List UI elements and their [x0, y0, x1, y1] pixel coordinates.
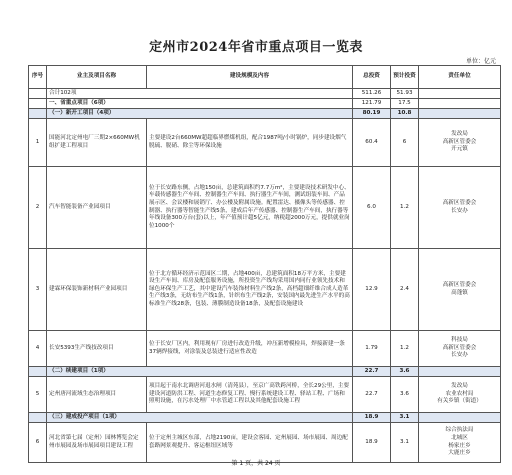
page-footer: 第 1 页，共 24 页: [231, 460, 281, 467]
subsection-plan: 3.6: [391, 367, 419, 377]
row-seq: 2: [29, 167, 47, 249]
total-plan: 51.93: [391, 89, 419, 99]
table-row: [29, 377, 501, 413]
row-total: 1.79: [353, 331, 391, 367]
header-row: [29, 66, 501, 89]
row-total: 6.0: [353, 167, 391, 249]
header-name: 业主及项目名称: [47, 66, 147, 89]
row-name: 长安5393生产线技改项目: [47, 331, 147, 367]
section-total: 121.79: [353, 99, 391, 109]
section-label: 一、省重点项目（6项）: [47, 99, 353, 109]
row-name: 建霖环保装饰新材料产业园项目: [47, 249, 147, 331]
row-plan: 3.6: [391, 377, 419, 413]
row-total: 22.7: [353, 377, 391, 413]
row-unit: 综合执法局 北城区 杨家庄乡 大鹿庄乡: [419, 423, 501, 463]
row-plan: 1.2: [391, 331, 419, 367]
header-total: 总投资: [353, 66, 391, 89]
header-unit: 责任单位: [419, 66, 501, 89]
row-content: 位于长安路东侧，占地150亩，总建筑面积约7.7万m²，主要建设技术研发中心、车载传感器生产车间、控制器生产车间、执行器生产车间，测试组装车间、产品展示区、会议楼和展销厅、办公楼及附属设施。配置雷达、摄像头等传感器、控制器、执行器等智能生产线5条，建成后年产传感器、控制器生产车间，执行器等年线设备300万台(套)以上，年产值预计超5亿元，纳税超2000万元，提供就业岗位1000个: [147, 167, 353, 249]
total-label: 合计102项: [47, 89, 353, 99]
row-content: 位于长安厂区内，利用现有厂房进行改造升级，冲压新增模检具，焊接新建一条37辆焊接线，对涂装及总装进行适应性改造: [147, 331, 353, 367]
table-row: [29, 331, 501, 367]
row-total: 60.4: [353, 119, 391, 167]
unit-label: 单位：亿元: [465, 58, 496, 65]
subsection-row: [29, 109, 501, 119]
subsection-row: [29, 367, 501, 377]
table-row: [29, 249, 501, 331]
row-name: 国能河北定州电厂三期2×660MW机组扩建工程项目: [47, 119, 147, 167]
table-row: [29, 119, 501, 167]
row-plan: 6: [391, 119, 419, 167]
subsection-label: （一）新开工项目（4项）: [47, 109, 353, 119]
row-name: 定州唐河流域生态治理项目: [47, 377, 147, 413]
header-seq: 序号: [29, 66, 47, 89]
row-plan: 3.1: [391, 423, 419, 463]
document-title: 定州市2024年省市重点项目一览表: [149, 40, 363, 55]
row-seq: 4: [29, 331, 47, 367]
header-content: 建设规模及内容: [147, 66, 353, 89]
subsection-plan: 3.1: [391, 413, 419, 423]
row-plan: 2.4: [391, 249, 419, 331]
row-unit: 高新区管委会 长安办: [419, 167, 501, 249]
subsection-row: [29, 413, 501, 423]
section-plan: 17.5: [391, 99, 419, 109]
row-total: 18.9: [353, 423, 391, 463]
row-content: 位于北方循环经济示范园区二期，占地400亩，总建筑面积18万平方米，主要建设生产车间、库房及配套服务设施，所投资生产线均采用国内同行业领先技术和绿色环保生产工艺，其中建设汽车装饰材料生产线2条，高档超细纤维合成人造革生产线3条，无纺布生产线1条，针织布生产线2条，安装国内最先进生产水平的高标准生产线28条，包装、薄膜制造设备18条，及配套设施建设: [147, 249, 353, 331]
total-amount: 511.26: [353, 89, 391, 99]
row-plan: 1.2: [391, 167, 419, 249]
subsection-total: 18.9: [353, 413, 391, 423]
subsection-plan: 10.8: [391, 109, 419, 119]
row-seq: 6: [29, 423, 47, 463]
row-content: 项目起于南水北调唐河退水闸（清苑县），至京广高铁跨河桥，全长29公里，主要建设河道防洪工程、河道生态修复工程、慢行系统建设工程、驿站工程、广场和照明设施，在污水处理厂中水管道工程以及其他配套设施工程: [147, 377, 353, 413]
row-seq: 1: [29, 119, 47, 167]
header-plan: 预计投资: [391, 66, 419, 89]
row-seq: 5: [29, 377, 47, 413]
row-content: 主要建设2台660MW超超临界燃煤机组，配合1987吨/小时锅炉，同步建设烟气脱硫、脱硝、除尘等环保设施: [147, 119, 353, 167]
section-row: [29, 99, 501, 109]
row-name: 汽车智能装备产业园项目: [47, 167, 147, 249]
subsection-label: （三）建成投产项目（1项）: [47, 413, 353, 423]
table-row: [29, 423, 501, 463]
row-content: 位于定州主城区东部，占地2190亩，建设会客园、定州展园、场市展园、周边配套路网景观提升、客运枢纽区域等: [147, 423, 353, 463]
table-row: [29, 167, 501, 249]
subsection-label: （二）续建项目（1项）: [47, 367, 353, 377]
project-table: [28, 65, 501, 463]
row-unit: 科技局 高新区管委会 长安办: [419, 331, 501, 367]
subsection-total: 22.7: [353, 367, 391, 377]
row-unit: 高新区管委会 高蓬镇: [419, 249, 501, 331]
row-unit: 发改局 高新区管委会 开元镇: [419, 119, 501, 167]
row-name: 河北省第七届（定州）园林博览会定州市展园及场市展园项目建设工程: [47, 423, 147, 463]
subsection-total: 80.19: [353, 109, 391, 119]
row-total: 12.9: [353, 249, 391, 331]
total-row: [29, 89, 501, 99]
row-unit: 发改局 农业农村局 有关乡镇（街道）: [419, 377, 501, 413]
row-seq: 3: [29, 249, 47, 331]
